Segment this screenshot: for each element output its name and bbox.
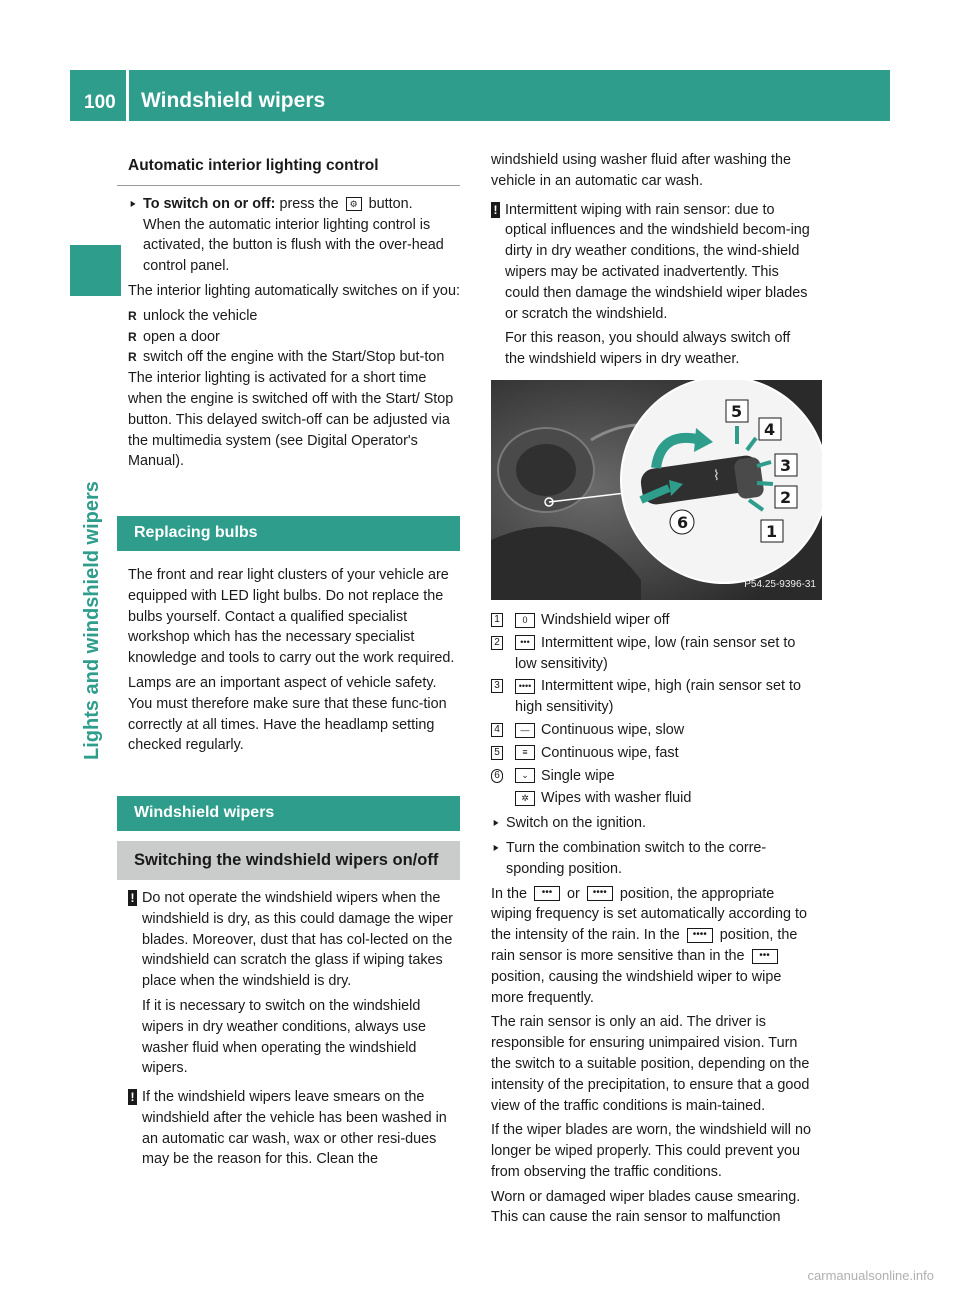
auto-intro: The interior lighting automatically switches on if you:: [128, 282, 460, 299]
warning-icon: !: [128, 1089, 137, 1105]
legend-number: 4: [491, 723, 503, 737]
intermittent-low-icon: •••: [752, 949, 778, 964]
text: In the: [491, 885, 528, 902]
wiper-switch-illustration: [491, 380, 822, 600]
warning-rain-sensor: [480, 200, 813, 370]
page-number: 100: [84, 92, 116, 113]
legend-number: 2: [491, 636, 503, 650]
intermittent-low-icon: •••: [515, 635, 535, 650]
warning-icon: !: [491, 202, 500, 218]
legend-row: [491, 676, 813, 718]
continued-text: windshield using washer fluid after washing the vehicle in an automatic car wash.: [491, 152, 791, 189]
continuous-slow-icon: —: [515, 723, 535, 738]
legend-row: [491, 720, 813, 741]
warning-text: Intermittent wiping with rain sensor: due to optical influences and the windshield becom-ing dirty in dry weather conditions, the wind-shield wipers may be activated inadvertently. This could then damage the windshield wiper blades or scratch the windshield.: [505, 201, 810, 322]
callout-2-label: 2: [780, 487, 792, 507]
svg-text:⌇: ⌇: [713, 467, 720, 484]
step-bold: To switch on or off:: [143, 195, 276, 212]
callout-4-label: 4: [764, 419, 776, 439]
legend-row: [491, 766, 813, 787]
wiper-switch-figure: [491, 380, 822, 600]
single-wipe-icon: ⌄: [515, 768, 535, 783]
list-item: R unlock the vehicle: [128, 306, 460, 327]
intermittent-high-icon: ••••: [587, 886, 613, 901]
legend-text: Intermittent wipe, low (rain sensor set to low sensitivity): [515, 634, 796, 672]
list-item: R open a door: [128, 327, 460, 348]
worn-blades-paragraph: If the wiper blades are worn, the windshield will no longer be wiped properly. This could prevent you from observing the traffic conditions.: [491, 1122, 811, 1180]
switch-step: [117, 194, 460, 277]
legend-text: Single wipe: [541, 767, 615, 784]
legend-row: [491, 743, 813, 764]
intermittent-high-icon: ••••: [515, 679, 535, 694]
bulbs-paragraph-2: Lamps are an important aspect of vehicle safety. You must therefore make sure that these func-tion correctly at all times. Have the headlamp setting checked regularly.: [128, 674, 447, 754]
legend-row: [491, 633, 813, 675]
step-pre: press the: [279, 195, 339, 212]
legend-text: Continuous wipe, slow: [541, 721, 685, 738]
step-ignition: ▶ Switch on the ignition.: [480, 813, 813, 834]
callout-5-label: 5: [731, 401, 743, 421]
section-tab-marker: [70, 245, 121, 296]
bulbs-heading: Replacing bulbs: [117, 516, 460, 551]
callout-6-label: 6: [677, 512, 689, 532]
section-side-label: Lights and windshield wipers: [81, 481, 103, 760]
warning-smears: [117, 1087, 460, 1170]
rain-sensor-paragraph: [491, 884, 813, 1009]
legend-number: 1: [491, 613, 503, 627]
legend-text: Intermittent wipe, high (rain sensor set to high sensitivity): [515, 678, 801, 716]
delay-text: The interior lighting is activated for a short time when the engine is switched off with the Start/ Stop button. This delayed switch-off can be adjusted via the multimedia system (see Digital Operator's Manual).: [128, 370, 454, 470]
legend-row: [491, 788, 813, 809]
figure-code: P54.25-9396-31: [744, 579, 816, 591]
wipers-heading: Windshield wipers: [117, 796, 460, 831]
washer-fluid-icon: ✲: [515, 791, 535, 806]
warning-text: If it is necessary to switch on the windshield wipers in dry weather conditions, always use washer fluid when operating the windshield wipers.: [142, 997, 426, 1077]
text: or: [567, 885, 580, 902]
warning-text: Do not operate the windshield wipers when the windshield is dry, as this could damage the wiper blades. Moreover, dust that has col-lected on the windshield can scratch the glass if wiping takes place when the windshield is dry.: [142, 889, 453, 990]
legend-text: Wipes with washer fluid: [541, 790, 692, 807]
step-detail: When the automatic interior lighting control is activated, the button is flush with the over-head control panel.: [143, 216, 444, 275]
text: position, the appropriate wiping frequency is set automatically according to the intensity of the rain. In the: [491, 885, 807, 944]
auto-list: [128, 306, 460, 368]
switching-heading: Switching the windshield wipers on/off: [117, 841, 460, 880]
warning-icon: !: [128, 890, 137, 906]
driver-responsibility-paragraph: The rain sensor is only an aid. The driver is responsible for ensuring unimpaired vision. Turn the switch to a suitable position, depending on the intensity of the precipitation, to ensure that a good view of the traffic conditions is main-tained.: [491, 1014, 810, 1114]
list-item: R switch off the engine with the Start/Stop but-ton: [128, 347, 460, 368]
header-separator: [126, 70, 129, 121]
warning-text: If the windshield wipers leave smears on the windshield after the vehicle has been washed in an automatic car wash, wax or other resi-dues may be the reason for this. Clean the: [142, 1089, 447, 1168]
wiper-legend: [491, 610, 813, 809]
legend-text: Windshield wiper off: [541, 611, 670, 628]
legend-row: [491, 610, 813, 631]
warning-dry-windshield: [117, 888, 460, 1079]
text: position, causing the windshield wiper to wipe more frequently.: [491, 968, 782, 1006]
interior-light-off-icon: ⚙: [346, 197, 362, 211]
right-column: [480, 150, 816, 1232]
left-column: [117, 150, 460, 1174]
step-turn-switch: ▶ Turn the combination switch to the corre-sponding position.: [480, 838, 813, 880]
warning-text: For this reason, you should always switch off the windshield wipers in dry weather.: [505, 330, 791, 368]
callout-3-label: 3: [780, 455, 792, 475]
wiper-off-icon: 0: [515, 613, 535, 628]
footer-watermark: carmanualsonline.info: [807, 1268, 934, 1283]
legend-number: 5: [491, 746, 503, 760]
callout-1-label: 1: [766, 521, 778, 541]
intermittent-low-icon: •••: [534, 886, 560, 901]
legend-number: 3: [491, 679, 503, 693]
continuous-fast-icon: ≡: [515, 745, 535, 760]
interior-lighting-heading: Automatic interior lighting control: [117, 150, 460, 186]
page-title: Windshield wipers: [141, 89, 326, 112]
bulbs-paragraph-1: The front and rear light clusters of your vehicle are equipped with LED light bulbs. Do not replace the bulbs yourself. Contact a qualified specialist workshop which has the necessary specialist knowledge and tools to carry out the work required.: [128, 566, 455, 667]
step-post: button.: [368, 195, 413, 212]
legend-text: Continuous wipe, fast: [541, 744, 679, 761]
legend-number: 6: [491, 769, 503, 783]
text: position, the rain sensor is more sensitive than in the: [491, 927, 798, 964]
smearing-paragraph: Worn or damaged wiper blades cause smearing. This can cause the rain sensor to malfunction: [491, 1188, 801, 1226]
intermittent-high-icon: ••••: [687, 928, 713, 943]
